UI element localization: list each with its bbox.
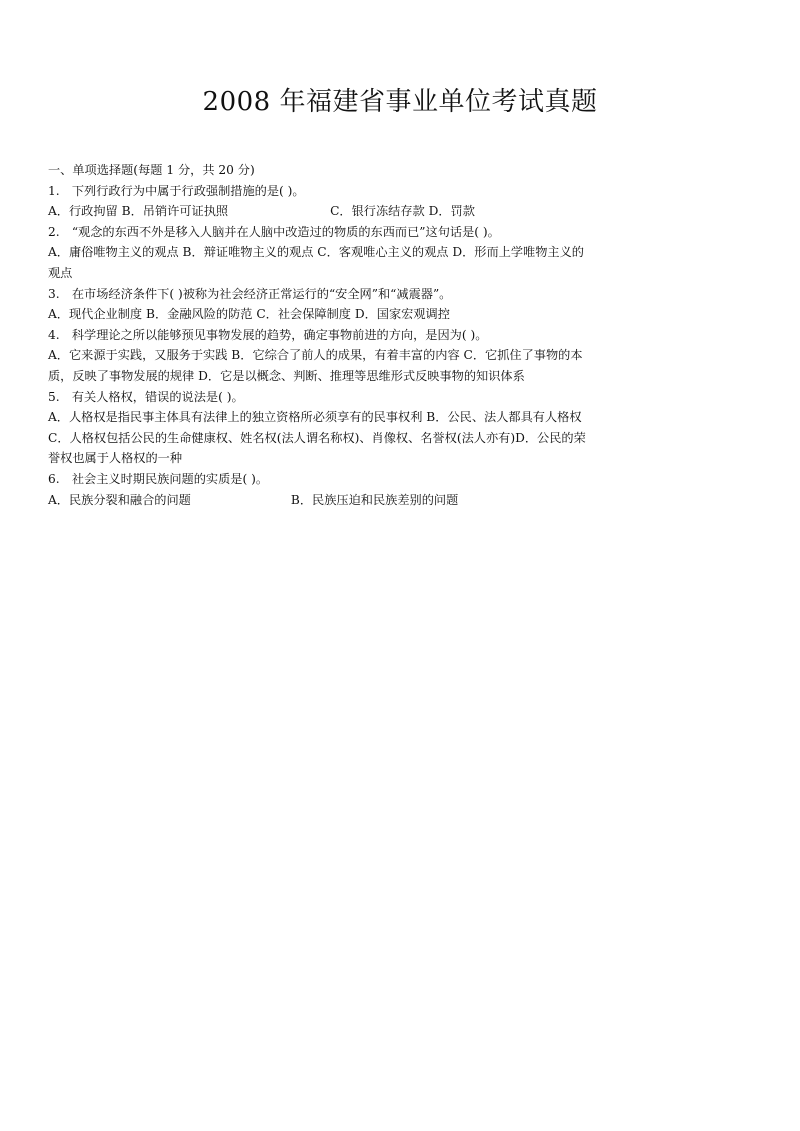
- document-title: 2008 年福建省事业单位考试真题: [202, 87, 598, 117]
- question-1-stem: 1. 下列行政行为中属于行政强制措施的是( )。: [48, 183, 305, 198]
- question-4-stem: 4. 科学理论之所以能够预见事物发展的趋势，确定事物前进的方向，是因为( )。: [48, 327, 488, 342]
- question-3-stem: 3. 在市场经济条件下( )被称为社会经济正常运行的“安全网”和“减震器”。: [48, 286, 452, 301]
- question-5-stem: 5. 有关人格权，错误的说法是( )。: [48, 389, 244, 404]
- question-1-options-right: C．银行冻结存款 D．罚款: [330, 204, 475, 219]
- question-2-options: A．庸俗唯物主义的观点 B．辩证唯物主义的观点 C．客观唯心主义的观点 D．形而上学唯物主义的观点: [48, 245, 584, 280]
- question-6-options: [48, 490, 596, 511]
- question-6-options-left: A．民族分裂和融合的问题: [48, 492, 191, 507]
- question-1-options: [48, 201, 596, 222]
- question-6-options-right: B．民族压迫和民族差别的问题: [290, 492, 459, 507]
- question-2-stem: 2. “观念的东西不外是移入人脑并在人脑中改造过的物质的东西而已”这句话是( )。: [48, 224, 500, 239]
- question-6-stem: 6. 社会主义时期民族问题的实质是( )。: [48, 471, 269, 486]
- question-list: [48, 160, 596, 510]
- question-4-options: A．它来源于实践，又服务于实践 B．它综合了前人的成果，有着丰富的内容 C．它抓住了事物的本质，反映了事物发展的规律 D．它是以概念、判断、推理等思维形式反映事物的知识体系: [48, 348, 583, 383]
- question-1-options-left: A．行政拘留 B．吊销许可证执照: [48, 204, 229, 219]
- question-5-options: A．人格权是指民事主体具有法律上的独立资格所必须享有的民事权利 B．公民、法人都具有人格权 C．人格权包括公民的生命健康权、姓名权(法人谓名称权)、肖像权、名誉权(法人亦有)D．公民的荣誉权也属于人格权的一种: [48, 410, 586, 466]
- section-heading: 一、单项选择题(每题 1 分，共 20 分): [48, 163, 255, 177]
- question-3-options: A．现代企业制度 B．金融风险的防范 C．社会保障制度 D．国家宏观调控: [48, 307, 450, 322]
